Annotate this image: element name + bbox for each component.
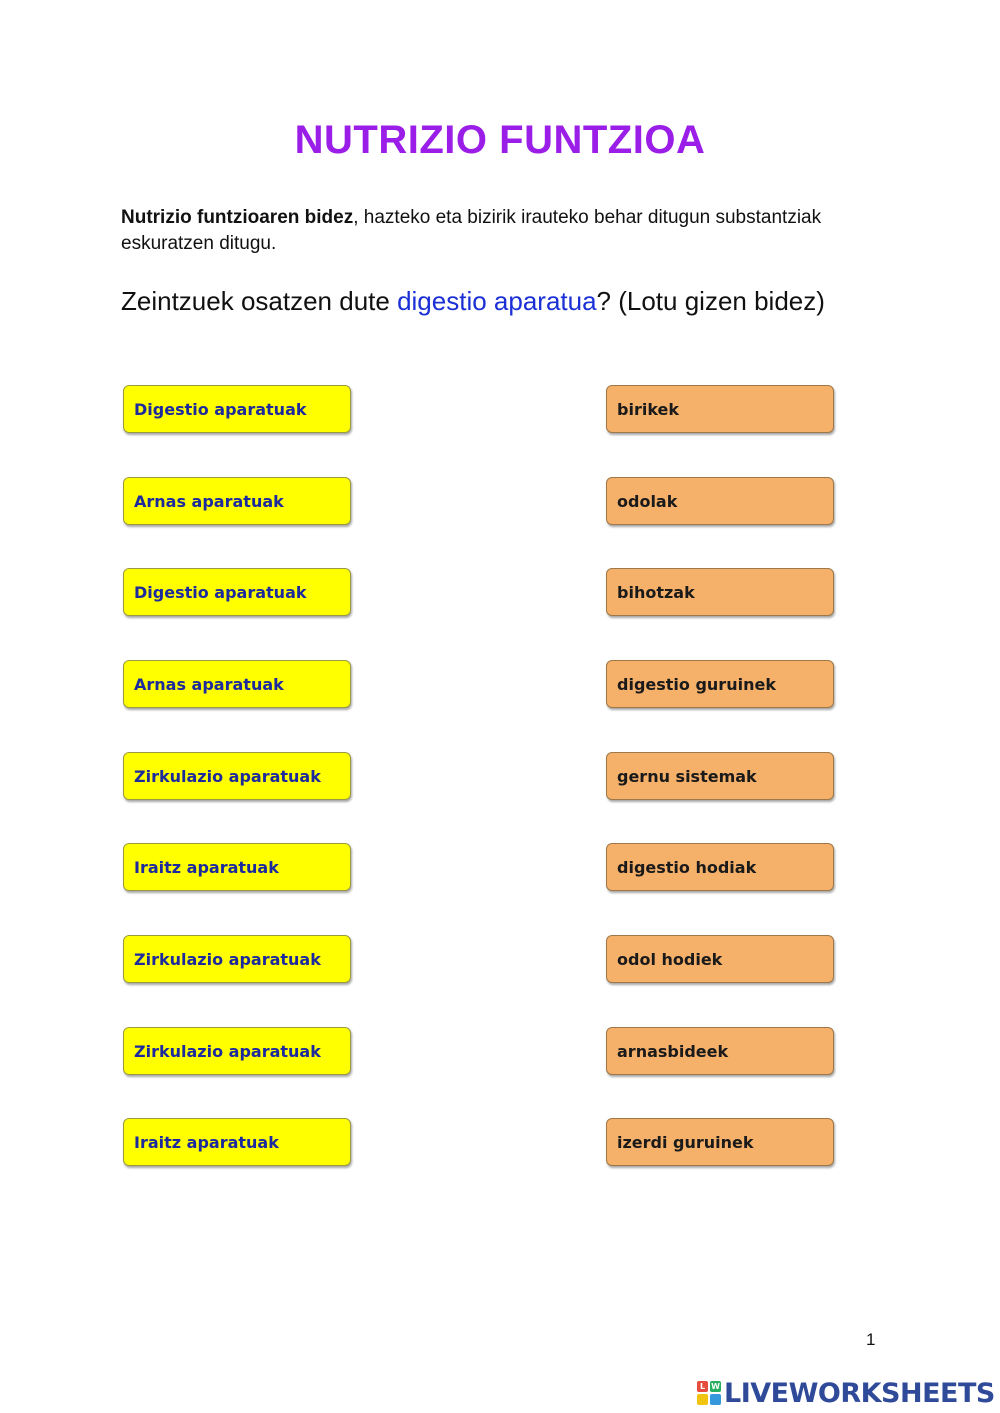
left-match-box-2[interactable]: Arnas aparatuak [123, 477, 351, 525]
logo-mark-tile-4 [710, 1394, 721, 1405]
right-match-box-2[interactable]: odolak [606, 477, 834, 525]
right-match-box-6[interactable]: digestio hodiak [606, 843, 834, 891]
left-match-box-1[interactable]: Digestio aparatuak [123, 385, 351, 433]
page-title: NUTRIZIO FUNTZIOA [294, 118, 706, 162]
right-match-box-7[interactable]: odol hodiek [606, 935, 834, 983]
right-match-box-9[interactable]: izerdi guruinek [606, 1118, 834, 1166]
question-after: ? (Lotu gizen bidez) [596, 286, 825, 316]
page-number: 1 [866, 1330, 876, 1349]
left-match-box-9[interactable]: Iraitz aparatuak [123, 1118, 351, 1166]
right-match-box-1[interactable]: birikek [606, 385, 834, 433]
right-match-box-3[interactable]: bihotzak [606, 568, 834, 616]
intro-rest: , hazteko eta bizirik irauteko behar ditugun substantziak eskuratzen ditugu. [121, 207, 822, 254]
left-match-box-8[interactable]: Zirkulazio aparatuak [123, 1027, 351, 1075]
logo-mark-tile-3 [697, 1394, 708, 1405]
liveworksheets-logo [697, 1376, 995, 1410]
intro-paragraph [121, 205, 881, 257]
question-before: Zeintzuek osatzen dute [121, 286, 398, 316]
question-text [121, 284, 921, 318]
right-match-box-5[interactable]: gernu sistemak [606, 752, 834, 800]
right-match-box-8[interactable]: arnasbideek [606, 1027, 834, 1075]
left-match-box-5[interactable]: Zirkulazio aparatuak [123, 752, 351, 800]
right-match-box-4[interactable]: digestio guruinek [606, 660, 834, 708]
logo-mark-tile-2: W [711, 1382, 720, 1391]
logo-mark-tile-1: L [697, 1381, 708, 1392]
question-highlight: digestio aparatua [397, 286, 597, 316]
intro-bold: Nutrizio funtzioaren bidez [121, 207, 354, 228]
left-match-box-4[interactable]: Arnas aparatuak [123, 660, 351, 708]
left-match-box-7[interactable]: Zirkulazio aparatuak [123, 935, 351, 983]
liveworksheets-logo-text: LIVEWORKSHEETS [724, 1377, 995, 1409]
liveworksheets-logo-icon [697, 1381, 721, 1405]
left-match-box-3[interactable]: Digestio aparatuak [123, 568, 351, 616]
left-match-box-6[interactable]: Iraitz aparatuak [123, 843, 351, 891]
